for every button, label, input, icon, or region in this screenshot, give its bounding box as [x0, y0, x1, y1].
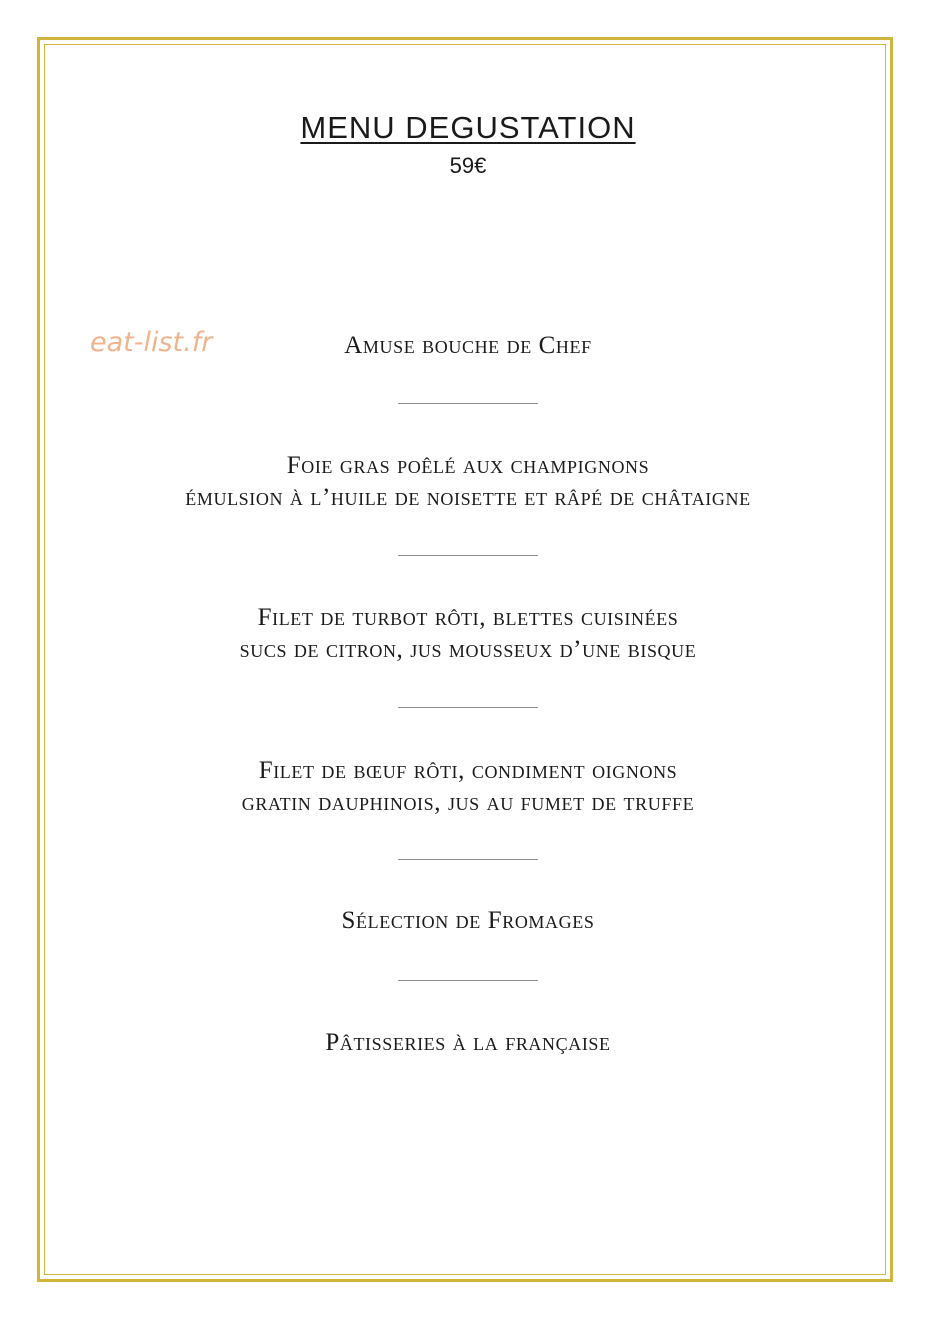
course-divider: [398, 707, 538, 708]
course-line: Sélection de Fromages: [341, 907, 595, 934]
menu-price: 59€: [449, 153, 487, 178]
course-line: Pâtisseries à la française: [325, 1029, 611, 1056]
course-amuse-bouche: [0, 330, 936, 362]
course-line: Amuse bouche de Chef: [344, 332, 592, 359]
course-line: Filet de turbot rôti, blettes cuisinées: [257, 604, 679, 631]
course-line: émulsion à l’huile de noisette et râpé de châtaigne: [185, 484, 751, 511]
course-boeuf: [0, 755, 936, 819]
course-line: sucs de citron, jus mousseux d’une bisque: [239, 636, 697, 663]
course-divider: [398, 555, 538, 556]
course-line: Foie gras poêlé aux champignons: [286, 452, 650, 479]
course-line: gratin dauphinois, jus au fumet de truffe: [241, 789, 695, 816]
course-divider: [398, 403, 538, 404]
course-line: Filet de bœuf rôti, condiment oignons: [258, 757, 678, 784]
course-fromages: [0, 905, 936, 937]
course-divider: [398, 980, 538, 981]
menu-title: MENU DEGUSTATION: [300, 110, 636, 145]
course-foie-gras: [0, 450, 936, 514]
course-divider: [398, 859, 538, 860]
watermark-logo: eat-list.fr: [90, 327, 213, 358]
course-patisseries: [0, 1027, 936, 1059]
course-turbot: [0, 602, 936, 666]
